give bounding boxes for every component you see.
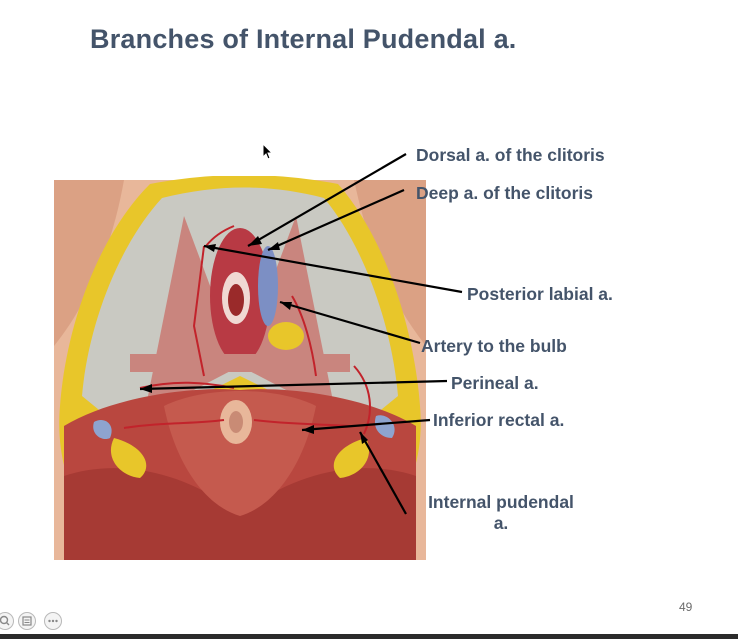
more-icon[interactable] — [44, 612, 62, 630]
arrow-cursor-icon — [262, 143, 274, 161]
perineum-illustration — [54, 176, 426, 560]
bottom-bar — [0, 634, 738, 639]
label-inferior-rectal: Inferior rectal a. — [433, 410, 565, 430]
label-perineal-artery: Perineal a. — [451, 373, 539, 393]
page-number: 49 — [679, 600, 693, 614]
label-internal-pudendal-line2: a. — [493, 513, 509, 533]
zoom-icon[interactable] — [0, 612, 14, 630]
slide-title: Branches of Internal Pudendal a. — [90, 24, 517, 54]
label-artery-to-bulb: Artery to the bulb — [421, 336, 567, 356]
notes-icon[interactable] — [18, 612, 36, 630]
label-posterior-labial: Posterior labial a. — [467, 284, 613, 304]
label-internal-pudendal-line1: Internal pudendal — [428, 492, 574, 512]
label-dorsal-artery: Dorsal a. of the clitoris — [416, 145, 605, 165]
label-deep-artery: Deep a. of the clitoris — [416, 183, 593, 203]
label-internal-pudendal — [419, 492, 583, 534]
